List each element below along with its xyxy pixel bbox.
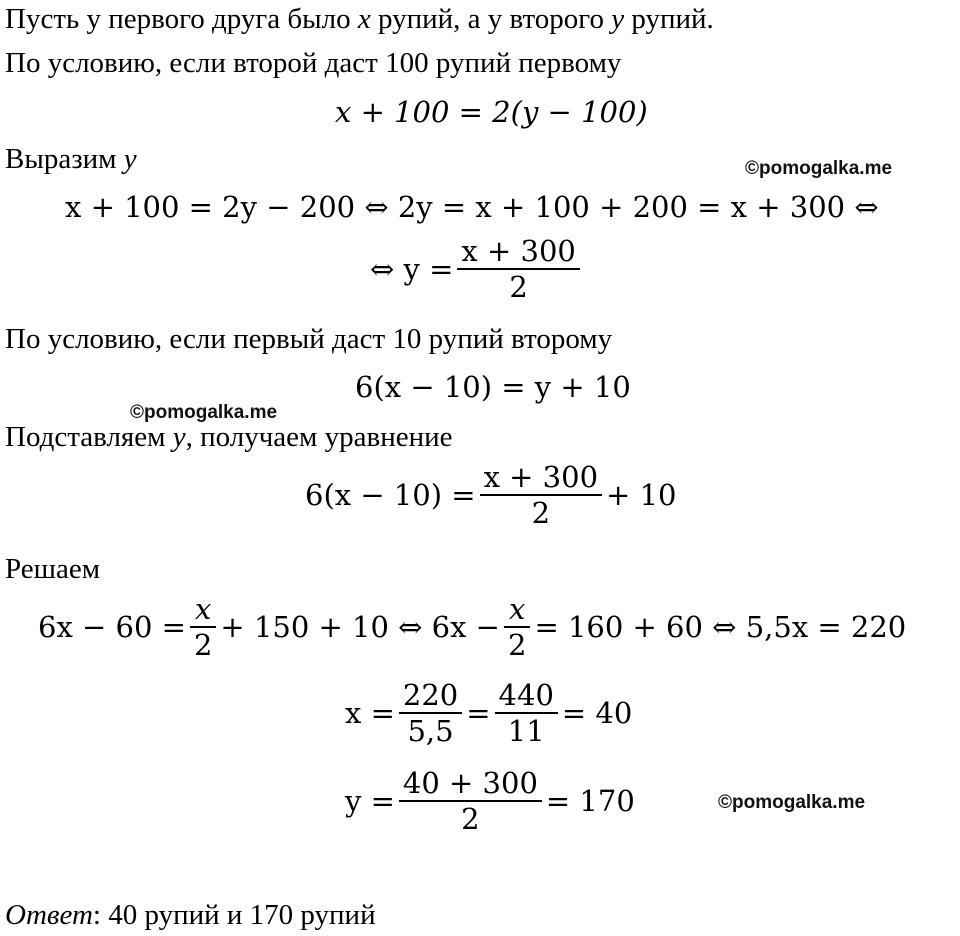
watermark: ©pomogalka.me	[130, 402, 278, 423]
watermark: ©pomogalka.me	[718, 792, 866, 813]
fraction-denominator: 2	[504, 626, 530, 660]
answer-line	[5, 898, 376, 932]
fraction-numerator: 440	[498, 678, 554, 712]
fraction-numerator: 220	[402, 678, 459, 712]
text-line-3	[5, 142, 137, 176]
fraction-numerator: x + 300	[461, 234, 576, 268]
fraction-denominator: 2	[480, 494, 602, 528]
equation-part: + 150 + 10 ⇔ 6x −	[220, 610, 500, 644]
fraction-denominator: 5,5	[399, 712, 462, 746]
equation-7	[345, 680, 632, 746]
fraction-denominator: 2	[457, 268, 579, 302]
fraction	[495, 680, 558, 746]
equation-prefix: 6(x − 10) =	[305, 478, 476, 512]
fraction	[480, 462, 602, 528]
equation-6	[38, 594, 906, 660]
equation-part: =	[466, 696, 491, 730]
variable-x: x	[357, 3, 371, 35]
text-segment: , получаем уравнение	[185, 421, 453, 453]
answer-text: : 40 рупий и 170 рупий	[92, 899, 376, 931]
answer-label: Ответ	[5, 899, 93, 931]
fraction-numerator: x	[509, 592, 526, 626]
text-line-4: По условию, если первый даст 10 рупий второму	[5, 323, 613, 355]
text-line-5	[5, 420, 453, 454]
text-line-1	[5, 2, 714, 36]
equation-part: = 170	[545, 784, 635, 818]
variable-y: y	[123, 143, 137, 175]
text-segment: Пусть у первого друга было	[5, 3, 358, 35]
fraction	[504, 594, 530, 660]
text-segment: Подставляем	[5, 421, 173, 453]
text-line-2: По условию, если второй даст 100 рупий первому	[5, 47, 622, 79]
equation-3	[370, 236, 584, 302]
equation-8	[345, 768, 635, 834]
equation-part: = 160 + 60 ⇔ 5,5x = 220	[534, 610, 907, 644]
equation-suffix: + 10	[606, 478, 677, 512]
watermark: ©pomogalka.me	[745, 158, 893, 179]
equation-part: = 40	[561, 696, 633, 730]
fraction-denominator: 11	[495, 712, 558, 746]
fraction	[399, 680, 462, 746]
variable-y: y	[611, 3, 625, 35]
fraction	[190, 594, 216, 660]
fraction-denominator: 2	[190, 626, 216, 660]
text-segment: рупий.	[624, 3, 714, 35]
fraction-numerator: x + 300	[483, 460, 599, 494]
equation-part: 6x − 60 =	[38, 610, 186, 644]
variable-y: y	[172, 421, 186, 453]
fraction	[399, 768, 542, 834]
equation-1: x + 100 = 2(y − 100)	[335, 95, 648, 129]
fraction	[457, 236, 579, 302]
equation-part: x =	[345, 696, 395, 730]
text-line-6: Решаем	[5, 553, 101, 585]
fraction-numerator: 40 + 300	[402, 766, 538, 800]
equation-part: y =	[345, 784, 395, 818]
equation-2: x + 100 = 2y − 200 ⇔ 2y = x + 100 + 200 = x + 300 ⇔	[65, 190, 879, 224]
equation-5	[305, 462, 676, 528]
equation-prefix: ⇔ y =	[370, 252, 454, 286]
text-segment: рупий, а у второго	[370, 3, 612, 35]
fraction-denominator: 2	[399, 800, 542, 834]
text-segment: Выразим	[5, 143, 124, 175]
fraction-numerator: x	[195, 592, 212, 626]
equation-4: 6(x − 10) = y + 10	[355, 370, 631, 404]
